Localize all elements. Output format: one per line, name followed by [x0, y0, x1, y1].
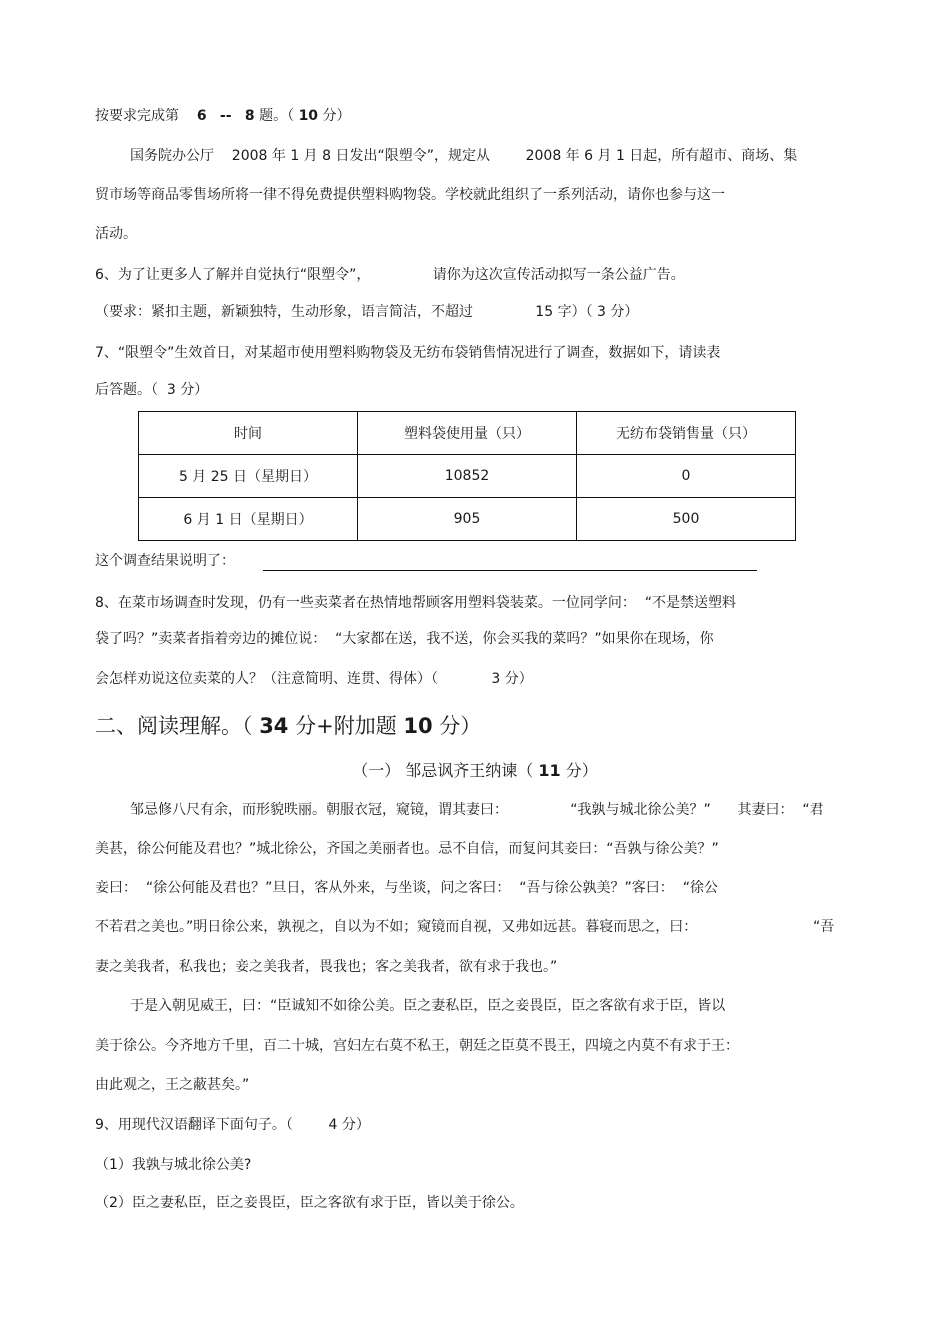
instruction-line — [95, 106, 351, 126]
question-7-continued: 后答题。（ 3 分） — [95, 382, 209, 398]
section-heading-text: 二、阅读理解。（ — [95, 714, 260, 738]
question-end-number: 8 — [244, 108, 255, 124]
table-cell: 905 — [358, 498, 577, 541]
passage-title-text: 分） — [560, 761, 598, 780]
passage-title — [0, 760, 950, 782]
question-8-continued: 袋了吗？”卖菜者指着旁边的摊位说： “大家都在送，我不送，你会买我的菜吗？”如果你在现场，你 — [95, 631, 714, 647]
passage-line: 美于徐公。今齐地方千里，百二十城，宫妇左右莫不私王，朝廷之臣莫不畏王，四境之内莫不有求于王： — [95, 1038, 739, 1054]
question-9-item-1: （1）我孰与城北徐公美? — [95, 1157, 252, 1173]
intro-paragraph-line: 国务院办公厅 2008 年 1 月 8 日发出“限塑令”，规定从 2008 年 6 月 1 日起，所有超市、商场、集 — [130, 148, 798, 164]
table-row — [139, 498, 796, 541]
survey-table — [138, 411, 796, 541]
answer-line[interactable] — [263, 570, 757, 571]
passage-score: 11 — [538, 761, 561, 780]
instruction-text: 分） — [322, 108, 351, 124]
intro-paragraph-line: 贸市场等商品零售场所将一律不得免费提供塑料购物袋。学校就此组织了一系列活动，请你也参与这一 — [95, 187, 725, 203]
table-cell: 6 月 1 日（星期日） — [139, 498, 358, 541]
section-heading-text: 分+附加题 — [288, 714, 404, 738]
result-label: 这个调查结果说明了： — [95, 553, 235, 569]
question-8: 8、在菜市场调查时发现，仍有一些卖菜者在热情地帮顾客用塑料袋装菜。一位同学问： “不是禁送塑料 — [95, 595, 737, 611]
table-cell: 500 — [577, 498, 796, 541]
question-6: 6、为了让更多人了解并自觉执行“限塑令”， 请你为这次宣传活动拟写一条公益广告。 — [95, 267, 685, 283]
question-7: 7、“限塑令”生效首日，对某超市使用塑料购物袋及无纺布袋销售情况进行了调查，数据如下，请读表 — [95, 345, 721, 361]
passage-line: 邹忌修八尺有余，而形貌昳丽。朝服衣冠，窥镜，谓其妻曰： “我孰与城北徐公美？” 其妻曰： “君 — [130, 802, 824, 818]
range-separator: -- — [219, 108, 232, 124]
intro-paragraph-line: 活动。 — [95, 226, 137, 242]
question-9: 9、用现代汉语翻译下面句子。（ 4 分） — [95, 1117, 370, 1133]
table-header-cell: 时间 — [139, 412, 358, 455]
passage-line: 美甚，徐公何能及君也？”城北徐公，齐国之美丽者也。忌不自信，而复问其妾曰：“吾孰与徐公美？” — [95, 841, 719, 857]
passage-title-text: （一） 邹忌讽齐王纳谏（ — [352, 761, 539, 780]
question-8-continued: 会怎样劝说这位卖菜的人？（注意简明、连贯、得体）（ 3 分） — [95, 671, 533, 687]
question-start-number: 6 — [196, 108, 207, 124]
table-cell: 0 — [577, 455, 796, 498]
table-header-row — [139, 412, 796, 455]
section-heading — [95, 712, 481, 740]
section-score: 34 — [259, 714, 289, 738]
passage-line: 不若君之美也。”明日徐公来，孰视之，自以为不如；窥镜而自视，又弗如远甚。暮寝而思之，曰： “吾 — [95, 919, 835, 935]
instruction-text: 题。（ — [259, 108, 295, 124]
passage-line: 妻之美我者，私我也；妾之美我者，畏我也；客之美我者，欲有求于我也。” — [95, 959, 558, 975]
passage-line: 妾曰： “徐公何能及君也？”旦日，客从外来，与坐谈，问之客曰： “吾与徐公孰美？”客曰： “徐公 — [95, 880, 718, 896]
passage-line: 于是入朝见威王，曰：“臣诚知不如徐公美。臣之妻私臣，臣之妾畏臣，臣之客欲有求于臣，皆以 — [130, 998, 726, 1014]
table-header-cell: 塑料袋使用量（只） — [358, 412, 577, 455]
table-header-cell: 无纺布袋销售量（只） — [577, 412, 796, 455]
table-cell: 5 月 25 日（星期日） — [139, 455, 358, 498]
section-heading-text: 分） — [432, 714, 482, 738]
bonus-score: 10 — [403, 714, 433, 738]
table-row — [139, 455, 796, 498]
question-6-requirements: （要求：紧扣主题，新颖独特，生动形象，语言简洁，不超过 15 字）（ 3 分） — [95, 304, 639, 320]
instruction-score: 10 — [298, 108, 319, 124]
table-cell: 10852 — [358, 455, 577, 498]
question-9-item-2: （2）臣之妻私臣，臣之妾畏臣，臣之客欲有求于臣，皆以美于徐公。 — [95, 1195, 524, 1211]
passage-line: 由此观之，王之蔽甚矣。” — [95, 1077, 250, 1093]
instruction-text: 按要求完成第 — [95, 108, 179, 124]
